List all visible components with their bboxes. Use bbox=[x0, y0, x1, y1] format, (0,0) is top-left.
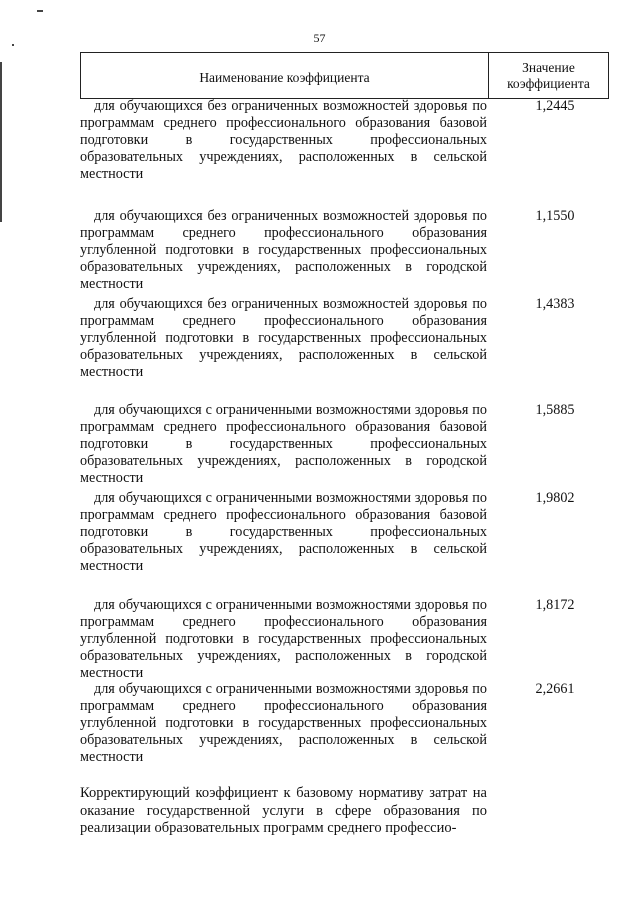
row-value: 1,5885 bbox=[535, 402, 575, 418]
row-value: 1,1550 bbox=[535, 208, 575, 224]
row-value: 2,2661 bbox=[535, 681, 575, 697]
table-row bbox=[80, 681, 609, 771]
table-row bbox=[80, 208, 609, 296]
row-description: для обучающихся без ограниченных возможностей здоровья по программам среднего профессионального образования углубленной подготовки в государственных профессиональных образовательных учреждениях, расположенных в сельской местности bbox=[80, 296, 487, 380]
table-row bbox=[80, 490, 609, 597]
row-value: 1,8172 bbox=[535, 597, 575, 613]
scan-mark bbox=[37, 10, 43, 12]
row-description: для обучающихся без ограниченных возможностей здоровья по программам среднего профессионального образования базовой подготовки в государственных профессиональных образовательных учреждениях, расположенных в сельской местности bbox=[80, 98, 487, 182]
row-description: для обучающихся без ограниченных возможностей здоровья по программам среднего профессионального образования углубленной подготовки в государственных профессиональных образовательных учреждениях, расположенных в городской местности bbox=[80, 208, 487, 292]
header-value-line1: Значение bbox=[522, 59, 575, 75]
row-value: 1,2445 bbox=[535, 98, 575, 114]
row-description: для обучающихся с ограниченными возможностями здоровья по программам среднего профессионального образования углубленной подготовки в государственных профессиональных образовательных учреждениях, расположенных в городской местности bbox=[80, 597, 487, 681]
footer-paragraph: Корректирующий коэффициент к базовому нормативу затрат на оказание государственной услуги в сфере образования по реализации образовательных программ среднего профессио- bbox=[80, 785, 487, 836]
table-header bbox=[80, 52, 609, 99]
table-row bbox=[80, 296, 609, 402]
row-value: 1,9802 bbox=[535, 490, 575, 506]
header-value-line2: коэффициента bbox=[507, 75, 590, 91]
table-row bbox=[80, 402, 609, 490]
scan-mark bbox=[0, 62, 2, 222]
row-description: для обучающихся с ограниченными возможностями здоровья по программам среднего профессионального образования углубленной подготовки в государственных профессиональных образовательных учреждениях, расположенных в сельской местности bbox=[80, 681, 487, 765]
coefficient-table-body bbox=[80, 98, 609, 771]
header-name-cell: Наименование коэффициента bbox=[81, 53, 489, 98]
page-number: 57 bbox=[313, 31, 326, 45]
table-row bbox=[80, 98, 609, 208]
table-row bbox=[80, 597, 609, 681]
row-value: 1,4383 bbox=[535, 296, 575, 312]
row-description: для обучающихся с ограниченными возможностями здоровья по программам среднего профессионального образования базовой подготовки в государственных профессиональных образовательных учреждениях, расположенных в сельской местности bbox=[80, 490, 487, 574]
row-description: для обучающихся с ограниченными возможностями здоровья по программам среднего профессионального образования базовой подготовки в государственных профессиональных образовательных учреждениях, расположенных в городской местности bbox=[80, 402, 487, 486]
header-value-cell bbox=[489, 53, 608, 98]
